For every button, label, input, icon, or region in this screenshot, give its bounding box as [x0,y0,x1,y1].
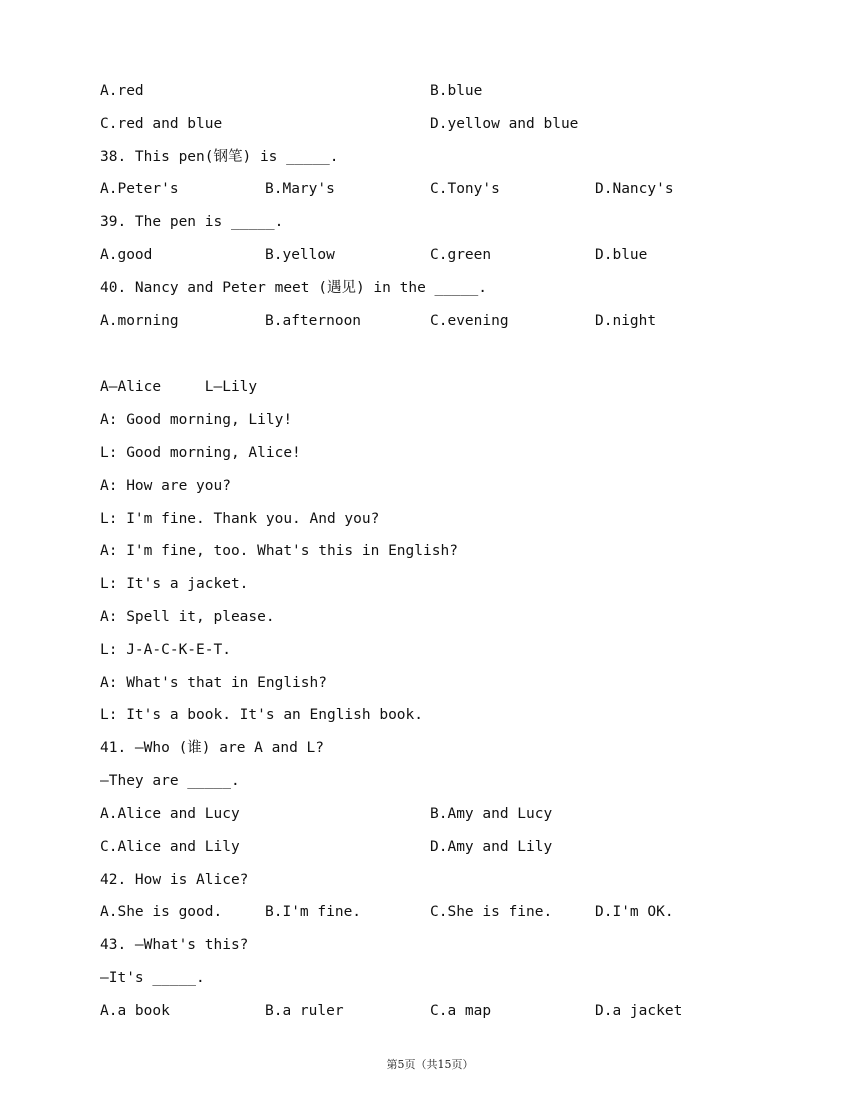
q39-option-a: A.good [100,247,153,263]
dialogue-line: L: It's a book. It's an English book. [100,707,424,723]
q41-question: 41. —Who (谁) are A and L? [100,740,325,756]
q37-option-b: B.blue [430,83,483,99]
q41-option-a: A.Alice and Lucy [100,806,240,822]
q39-option-d: D.blue [595,247,648,263]
q41-option-b: B.Amy and Lucy [430,806,553,822]
dialogue-line: A: Spell it, please. [100,609,275,625]
q43-question: 43. —What's this? [100,937,249,953]
q40-option-c: C.evening [430,313,509,329]
q42-option-b: B.I'm fine. [265,904,362,920]
q43-option-b: B.a ruler [265,1003,344,1019]
q41-option-c: C.Alice and Lily [100,839,240,855]
q38-option-c: C.Tony's [430,181,500,197]
q40-option-a: A.morning [100,313,179,329]
q38-question: 38. This pen(钢笔) is _____. [100,149,339,165]
dialogue-line: L: I'm fine. Thank you. And you? [100,511,380,527]
q41-answer-line: —They are _____. [100,773,240,789]
q39-option-c: C.green [430,247,492,263]
dialogue-line: L: It's a jacket. [100,576,249,592]
q40-option-b: B.afternoon [265,313,362,329]
q43-answer-line: —It's _____. [100,970,205,986]
q38-option-b: B.Mary's [265,181,335,197]
q40-option-d: D.night [595,313,657,329]
q43-option-c: C.a map [430,1003,492,1019]
q39-option-b: B.yellow [265,247,335,263]
q37-option-c: C.red and blue [100,116,223,132]
q43-option-a: A.a book [100,1003,170,1019]
dialogue-header: A—Alice L—Lily [100,379,258,395]
dialogue-line: A: Good morning, Lily! [100,412,293,428]
q41-option-d: D.Amy and Lily [430,839,553,855]
q38-option-d: D.Nancy's [595,181,674,197]
q43-option-d: D.a jacket [595,1003,683,1019]
dialogue-line: L: Good morning, Alice! [100,445,301,461]
q39-question: 39. The pen is _____. [100,214,284,230]
q42-question: 42. How is Alice? [100,872,249,888]
q42-option-c: C.She is fine. [430,904,553,920]
dialogue-line: A: How are you? [100,478,231,494]
q37-option-d: D.yellow and blue [430,116,579,132]
q42-option-d: D.I'm OK. [595,904,674,920]
dialogue-line: A: I'm fine, too. What's this in English? [100,543,458,559]
q40-question: 40. Nancy and Peter meet (遇见) in the _____. [100,280,487,296]
q42-option-a: A.She is good. [100,904,223,920]
dialogue-line: A: What's that in English? [100,675,327,691]
page-footer: 第5页（共15页） [386,1058,474,1071]
q37-option-a: A.red [100,83,144,99]
dialogue-line: L: J-A-C-K-E-T. [100,642,231,658]
q38-option-a: A.Peter's [100,181,179,197]
